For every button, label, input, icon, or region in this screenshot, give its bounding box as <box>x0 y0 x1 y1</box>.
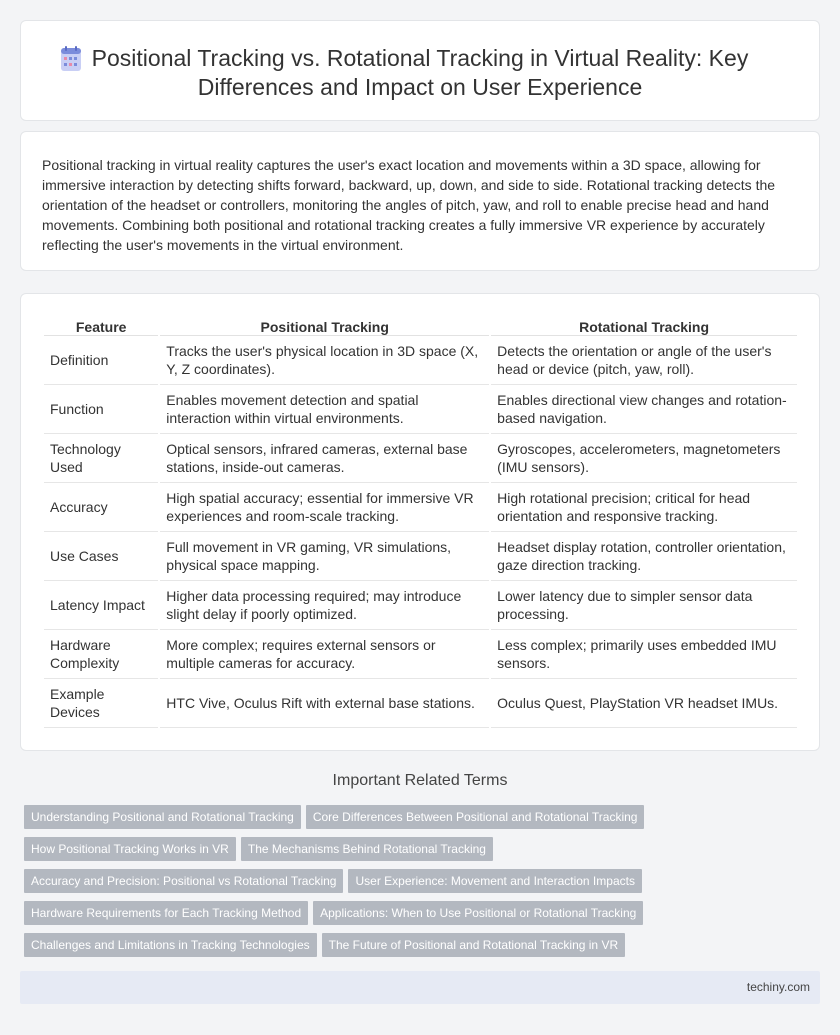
related-term-tag[interactable]: Applications: When to Use Positional or Rotational Tracking <box>313 901 643 925</box>
table-row <box>44 336 797 385</box>
positional-cell: Enables movement detection and spatial interaction within virtual environments. <box>160 385 489 434</box>
related-term-tag[interactable]: Hardware Requirements for Each Tracking Method <box>24 901 308 925</box>
positional-cell: More complex; requires external sensors or multiple cameras for accuracy. <box>160 630 489 679</box>
header-card <box>20 20 820 121</box>
positional-cell: High spatial accuracy; essential for immersive VR experiences and room-scale tracking. <box>160 483 489 532</box>
feature-cell: Latency Impact <box>44 581 158 630</box>
positional-cell: Tracks the user's physical location in 3D space (X, Y, Z coordinates). <box>160 336 489 385</box>
table-row <box>44 385 797 434</box>
feature-cell: Definition <box>44 336 158 385</box>
intro-paragraph: Positional tracking in virtual reality captures the user's exact location and movements within a 3D space, allowing for immersive interaction by detecting shifts forward, backward, up, down, and side to side. Rotational tracking detects the orientation of the headset or controllers, monitoring the angles of pitch, yaw, and roll to enable precise head and hand movements. Combining both positional and rotational tracking creates a fully immersive VR experience by accurately reflecting the user's movements in the virtual environment. <box>42 157 776 253</box>
rotational-cell: Lower latency due to simpler sensor data processing. <box>491 581 797 630</box>
tag-row <box>24 933 814 965</box>
positional-cell: Optical sensors, infrared cameras, external base stations, inside-out cameras. <box>160 434 489 483</box>
related-term-tag[interactable]: Understanding Positional and Rotational Tracking <box>24 805 301 829</box>
rotational-cell: High rotational precision; critical for head orientation and responsive tracking. <box>491 483 797 532</box>
table-row <box>44 630 797 679</box>
comparison-card <box>20 293 820 751</box>
table-header-row <box>44 314 797 336</box>
related-term-tag[interactable]: User Experience: Movement and Interaction Impacts <box>348 869 641 893</box>
tag-row <box>24 805 814 837</box>
feature-cell: Function <box>44 385 158 434</box>
feature-cell: Hardware Complexity <box>44 630 158 679</box>
table-row <box>44 434 797 483</box>
related-term-tag[interactable]: How Positional Tracking Works in VR <box>24 837 236 861</box>
feature-cell: Technology Used <box>44 434 158 483</box>
table-row <box>44 581 797 630</box>
related-terms-list <box>24 805 814 965</box>
page-title <box>21 44 819 102</box>
rotational-cell: Headset display rotation, controller orientation, gaze direction tracking. <box>491 532 797 581</box>
tag-row <box>24 869 814 901</box>
related-term-tag[interactable]: Accuracy and Precision: Positional vs Rotational Tracking <box>24 869 343 893</box>
tag-row <box>24 901 814 933</box>
positional-cell: Higher data processing required; may introduce slight delay if poorly optimized. <box>160 581 489 630</box>
page-title-line-2: Differences and Impact on User Experience <box>197 74 643 100</box>
feature-cell: Example Devices <box>44 679 158 728</box>
related-term-tag[interactable]: The Mechanisms Behind Rotational Tracking <box>241 837 493 861</box>
positional-cell: Full movement in VR gaming, VR simulations, physical space mapping. <box>160 532 489 581</box>
rotational-cell: Enables directional view changes and rotation-based navigation. <box>491 385 797 434</box>
related-terms-title: Important Related Terms <box>332 772 508 789</box>
feature-cell: Use Cases <box>44 532 158 581</box>
page-title-line-1: Positional Tracking vs. Rotational Tracking in Virtual Reality: Key <box>91 45 749 71</box>
rotational-cell: Detects the orientation or angle of the user's head or device (pitch, yaw, roll). <box>491 336 797 385</box>
rotational-cell: Oculus Quest, PlayStation VR headset IMUs. <box>491 679 797 728</box>
rotational-cell: Less complex; primarily uses embedded IMU sensors. <box>491 630 797 679</box>
related-term-tag[interactable]: The Future of Positional and Rotational Tracking in VR <box>322 933 626 957</box>
positional-cell: HTC Vive, Oculus Rift with external base stations. <box>160 679 489 728</box>
footer-site-link[interactable]: techiny.com <box>746 980 810 994</box>
header-rotational: Rotational Tracking <box>491 314 797 336</box>
related-term-tag[interactable]: Challenges and Limitations in Tracking Technologies <box>24 933 317 957</box>
intro-card <box>20 131 820 271</box>
table-row <box>44 483 797 532</box>
header-positional: Positional Tracking <box>160 314 489 336</box>
tag-row <box>24 837 814 869</box>
comparison-table <box>42 314 799 728</box>
table-row <box>44 532 797 581</box>
table-row <box>44 679 797 728</box>
footer <box>20 971 820 1004</box>
header-feature: Feature <box>44 314 158 336</box>
related-term-tag[interactable]: Core Differences Between Positional and Rotational Tracking <box>306 805 645 829</box>
feature-cell: Accuracy <box>44 483 158 532</box>
rotational-cell: Gyroscopes, accelerometers, magnetometers (IMU sensors). <box>491 434 797 483</box>
